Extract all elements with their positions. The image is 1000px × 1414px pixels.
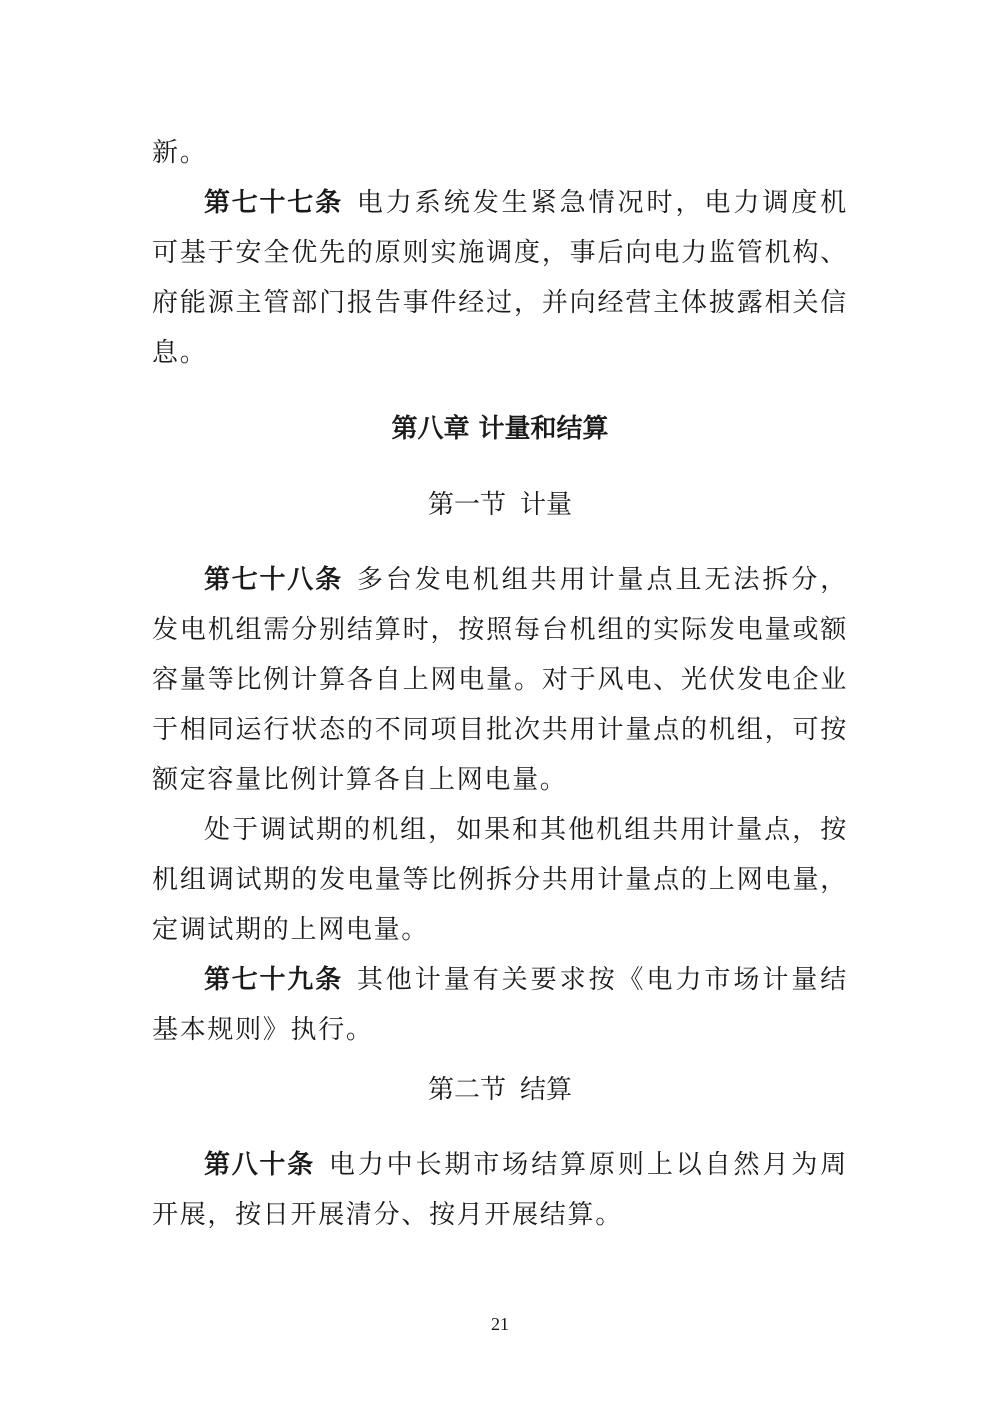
chapter-title: 第八章 计量和结算: [391, 414, 609, 444]
section-1-title: 第一节 计量: [427, 490, 573, 520]
article-78-para-2-line-2: 机组调试期的发电量等比例拆分共用计量点的上网电量，: [152, 865, 848, 895]
page-number: 21: [491, 1314, 509, 1334]
article-79-label: 第七十九条: [204, 965, 343, 995]
article-78-line-5: 额定容量比例计算各自上网电量。: [152, 765, 568, 795]
article-77-line-3: 府能源主管部门报告事件经过，并向经营主体披露相关信: [152, 288, 848, 318]
article-80-label: 第八十条: [204, 1150, 315, 1180]
section-2-title: 第二节 结算: [427, 1075, 573, 1105]
article-79-line-2: 基本规则》执行。: [152, 1015, 374, 1045]
article-78-para-2-line-1: 处于调试期的机组，如果和其他机组共用计量点，按: [204, 815, 848, 845]
article-79-line-1: 第七十九条 其他计量有关要求按《电力市场计量结: [204, 965, 848, 995]
article-80-line-2: 开展，按日开展清分、按月开展结算。: [152, 1200, 623, 1230]
text-line: 新。: [152, 138, 208, 168]
article-77-line-4: 息。: [152, 338, 208, 368]
article-78-para-2-line-3: 定调试期的上网电量。: [152, 915, 430, 945]
article-80-line-1: 第八十条 电力中长期市场结算原则上以自然月为周: [204, 1150, 848, 1180]
article-78-label: 第七十八条: [204, 565, 343, 595]
article-77-line-1: 第七十七条 电力系统发生紧急情况时，电力调度机: [204, 188, 848, 218]
article-78-line-1: 第七十八条 多台发电机组共用计量点且无法拆分，: [204, 565, 848, 595]
article-77-label: 第七十七条: [204, 188, 343, 218]
article-78-line-2: 发电机组需分别结算时，按照每台机组的实际发电量或额: [152, 615, 848, 645]
article-78-line-3: 容量等比例计算各自上网电量。对于风电、光伏发电企业: [152, 665, 848, 695]
article-77-line-2: 可基于安全优先的原则实施调度，事后向电力监管机构、: [152, 238, 848, 268]
article-78-line-4: 于相同运行状态的不同项目批次共用计量点的机组，可按: [152, 715, 848, 745]
